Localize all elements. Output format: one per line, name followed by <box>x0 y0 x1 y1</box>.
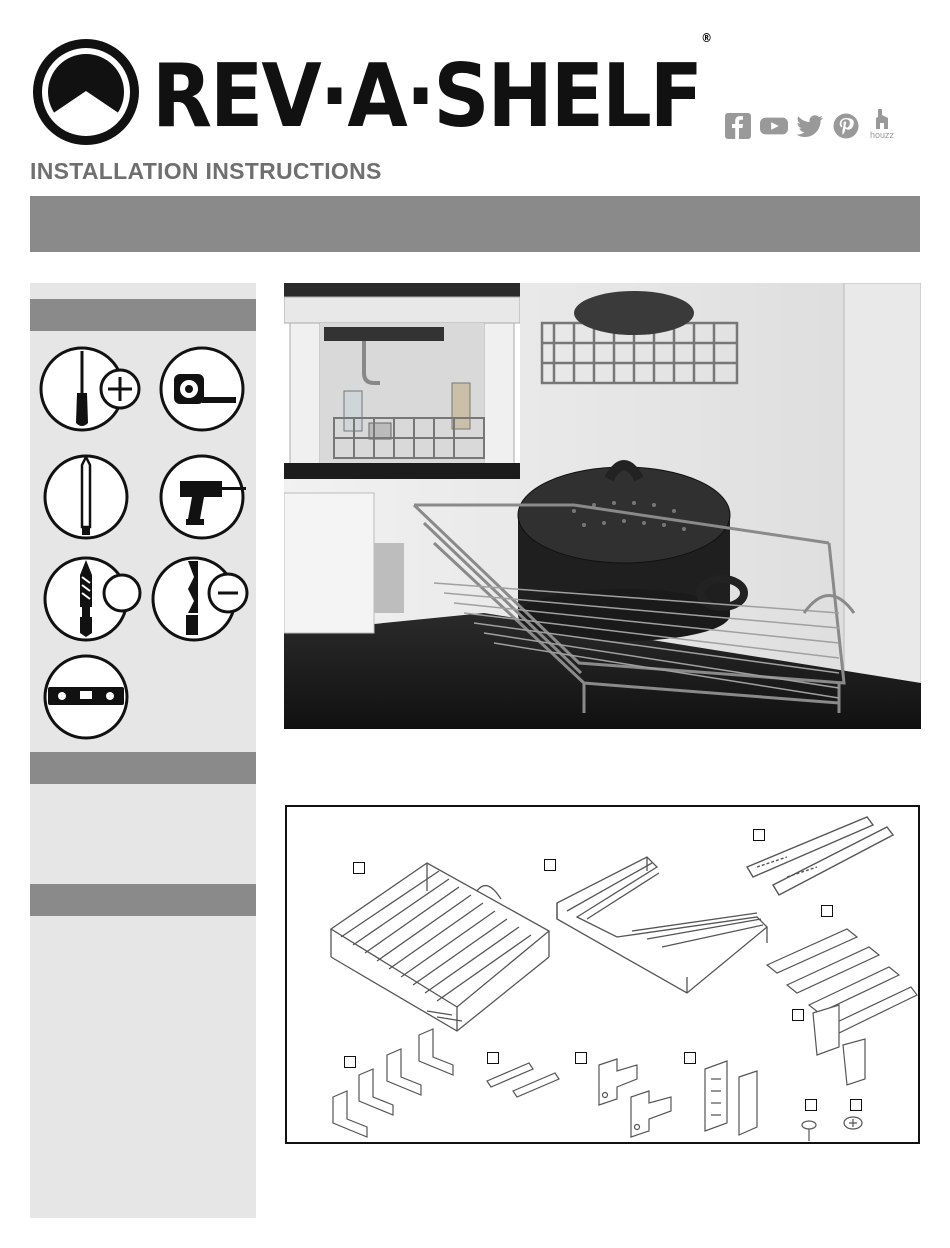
part-label-box <box>344 1056 356 1068</box>
part-label-box <box>684 1052 696 1064</box>
drill-bit-icon <box>42 555 152 645</box>
full-extension-slides <box>747 817 893 895</box>
rail-brackets <box>767 929 917 1033</box>
notes-heading <box>30 884 256 916</box>
hardware-heading <box>30 752 256 784</box>
part-label-box <box>753 829 765 841</box>
l-brackets <box>333 1029 453 1137</box>
part-label-box <box>821 905 833 917</box>
youtube-icon[interactable] <box>760 112 788 140</box>
rear-brackets <box>705 1061 757 1135</box>
houzz-label: houzz <box>869 130 895 140</box>
parts-list <box>285 805 920 1144</box>
houzz-icon[interactable] <box>868 108 896 140</box>
pinterest-icon[interactable] <box>832 112 860 140</box>
tape-measure-icon <box>158 345 248 435</box>
brand-wordmark: REV·A·SHELF® <box>152 30 713 148</box>
title-bar <box>30 196 920 252</box>
twitter-icon[interactable] <box>796 112 824 140</box>
facebook-icon[interactable] <box>724 112 752 140</box>
pencil-icon <box>42 453 132 543</box>
screw-b <box>844 1117 862 1129</box>
page-subtitle: INSTALLATION INSTRUCTIONS <box>30 158 382 184</box>
part-label-box <box>805 1099 817 1111</box>
u-shaped-wire-basket <box>557 857 767 993</box>
social-links <box>724 108 896 140</box>
phillips-screwdriver-icon <box>38 345 142 433</box>
level-icon <box>42 653 132 743</box>
inset-photo <box>284 283 520 479</box>
mounting-plates <box>599 1059 671 1137</box>
power-drill-icon <box>158 453 250 543</box>
part-label-box <box>792 1009 804 1021</box>
sidebar <box>30 283 256 1218</box>
part-label-box <box>544 859 556 871</box>
screw-a <box>802 1121 816 1141</box>
tools-heading <box>30 299 256 331</box>
part-label-box <box>487 1052 499 1064</box>
part-label-box <box>575 1052 587 1064</box>
clips <box>487 1063 559 1097</box>
part-label-box <box>850 1099 862 1111</box>
flat-screwdriver-icon <box>150 555 254 647</box>
part-label-box <box>353 862 365 874</box>
large-wire-basket <box>331 863 549 1031</box>
brand-logo-icon <box>30 36 142 148</box>
